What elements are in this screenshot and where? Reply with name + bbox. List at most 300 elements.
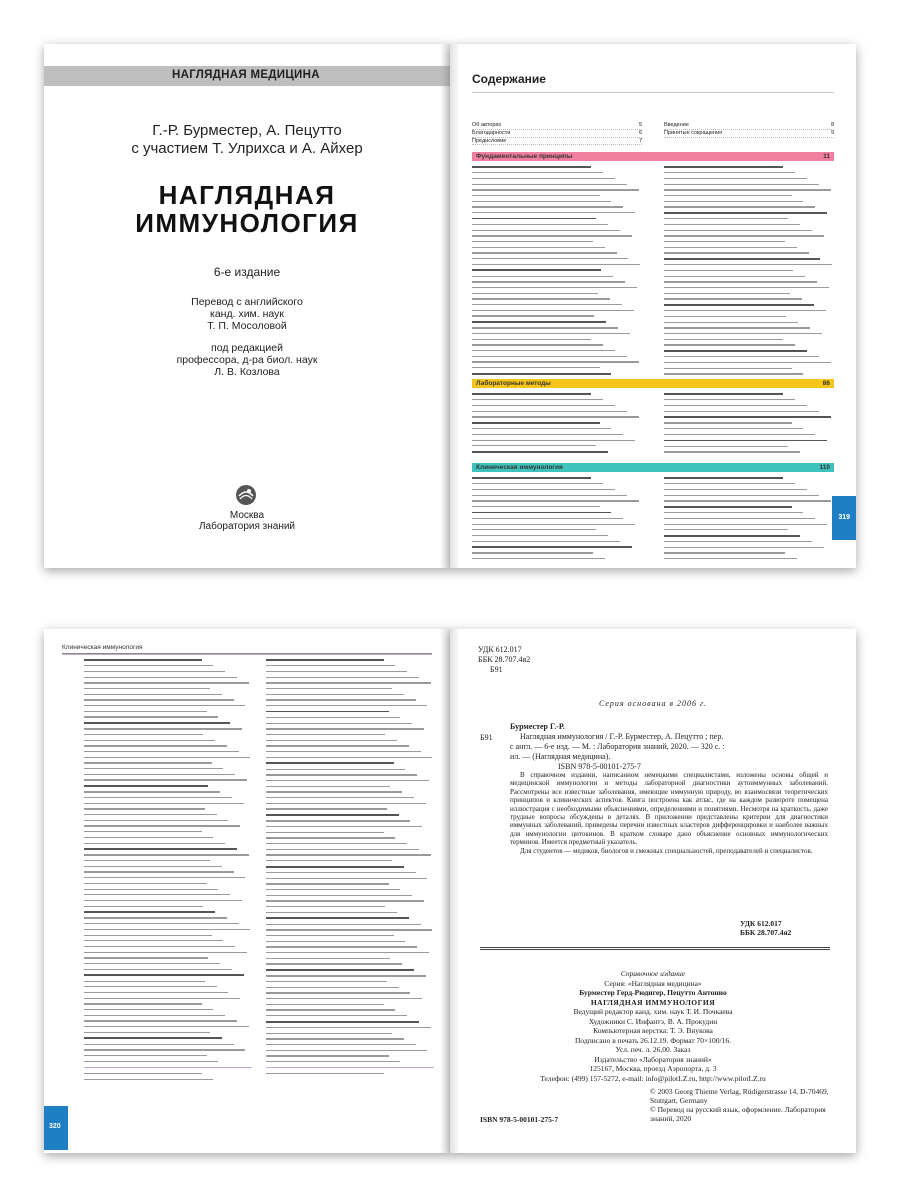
text-line [266,860,392,861]
text-line [266,711,389,713]
text-line [84,889,218,890]
editor-line-2: профессора, д-ра биол. наук [176,354,318,366]
text-line [84,831,202,832]
text-line [266,780,429,781]
text-line [664,298,802,299]
text-line [266,900,424,901]
text-line [472,350,615,351]
toc-entries-right-3 [664,477,834,564]
text-line [664,235,824,236]
text-line [266,757,432,758]
text-line [472,518,623,519]
text-line [266,854,431,855]
text-line [472,477,591,479]
text-line [472,287,637,288]
text-line [84,779,247,780]
text-line [266,803,426,804]
toc-entry: Об авторах 5 [472,122,642,128]
text-line [84,820,228,821]
text-line [266,963,402,964]
text-line [664,434,815,435]
toc-rule [472,92,834,93]
text-line [266,688,392,689]
toc-heading: Содержание [472,72,546,86]
text-line [266,912,397,913]
text-line [664,495,819,496]
editor-line-3: Л. В. Козлова [214,366,280,378]
udk-code-bottom: УДК 612.017 [740,919,782,928]
text-line [266,837,395,838]
gutter-shadow [440,629,450,1153]
text-line [266,740,397,741]
text-line [472,399,603,400]
text-line [84,866,222,867]
authors-line-1: Г.-Р. Бурместер, А. Пецутто [152,122,342,139]
text-line [266,958,390,959]
text-line [84,722,230,724]
catalog-entry [510,722,828,772]
text-line [266,786,390,787]
imprint-block [450,969,856,1083]
text-line [472,264,640,265]
text-line [472,416,639,417]
translation-line-3: Т. П. Мосоловой [207,320,287,332]
text-line [266,969,414,971]
text-line [664,189,831,190]
text-line [472,321,606,323]
text-line [266,671,407,672]
text-line [266,895,412,896]
text-line [84,1009,213,1010]
text-line [664,241,785,242]
text-line [664,373,803,374]
text-line [84,860,210,861]
text-line [266,699,416,700]
toc-page [450,44,856,568]
text-line [472,218,596,220]
text-line [266,665,395,666]
text-line [84,1079,213,1080]
text-line [266,808,387,809]
appendix-entries-left [84,1073,252,1084]
text-line [84,734,203,735]
text-line [84,825,240,826]
page-number: 319 [838,514,850,521]
text-line [84,1055,207,1056]
text-line [664,322,798,323]
text-line [472,189,639,190]
text-line [84,981,205,982]
text-line [472,558,605,559]
toc-front-right [664,122,834,138]
text-line [664,230,812,231]
text-line [266,762,394,764]
text-line [472,166,591,168]
text-line [266,1061,400,1062]
description-line-1: Наглядная иммунология / Г.-Р. Бурместер, А. Пецутто ; пер. [520,732,724,741]
text-line [266,849,419,850]
text-line [472,506,600,507]
series-name: НАГЛЯДНАЯ МЕДИЦИНА [172,69,320,81]
title-page [44,44,450,568]
text-line [84,957,208,958]
text-line [266,659,384,661]
text-line [472,269,601,271]
text-line [664,281,817,282]
author-code-left: Б91 [480,733,493,742]
text-line [472,440,635,441]
author-code: Б91 [490,665,503,674]
publisher-logo-icon [235,484,257,506]
text-line [84,785,208,787]
page-number: 320 [49,1123,61,1130]
text-line [84,940,223,941]
text-line [266,883,389,884]
text-line [84,745,227,746]
text-line [266,1033,392,1034]
text-line [84,1073,202,1074]
text-line [472,361,639,362]
running-head-rule-accent [62,654,432,655]
text-line [84,677,237,678]
text-line [266,797,414,798]
text-line [266,889,400,890]
copyright-line-1: © 2003 Georg Thieme Verlag, Rüdigerstrasse 14, D-70469, Stuttgart, Germany [650,1087,829,1105]
abstract-paragraph-2: Для студентов — медиков, биологов и смежных специальностей, преподавателей и специалистов. [520,846,813,855]
text-line [664,287,829,288]
text-line [472,224,608,225]
text-line [664,541,812,542]
text-line [84,808,205,809]
text-line [84,1015,225,1016]
text-line [472,201,611,202]
text-line [266,814,399,816]
text-line [664,172,795,173]
text-line [84,711,207,712]
text-line [84,974,244,976]
text-line [84,848,237,850]
text-line [664,350,807,352]
text-line [664,327,810,328]
text-line [664,339,783,340]
toc-entries-right-1 [664,166,834,379]
text-line [664,310,826,311]
text-line [664,252,809,253]
text-line [664,224,800,225]
text-line [664,489,807,490]
imprint-series: Серия: «Наглядная медицина» [604,978,702,988]
text-line [664,535,800,537]
text-line [472,310,634,311]
imprint-title: НАГЛЯДНАЯ ИММУНОЛОГИЯ [590,997,716,1007]
imprint-type: Справочное издание [620,969,686,978]
series-note: Серия основана в 2006 г. [598,699,708,708]
divider [480,947,830,948]
imprint-artists: Художники С. Инфантэ, В. А. Прокудин [588,1016,718,1026]
text-line [472,327,618,328]
text-line [84,740,215,741]
text-line [84,1026,249,1027]
series-bar [44,66,450,86]
text-line [664,356,819,357]
credits [44,296,450,378]
text-line [664,451,800,452]
text-line [266,866,404,868]
text-line [84,671,225,672]
text-line [266,682,431,683]
text-line [664,247,797,248]
toc-front-left [472,122,642,145]
text-line [266,1038,404,1039]
text-line [472,495,627,496]
text-line [472,434,623,435]
text-line [84,797,232,798]
text-line [472,298,610,299]
text-line [472,367,600,368]
isbn-bottom: ISBN 978-5-00101-275-7 [480,1115,559,1124]
text-line [472,546,632,548]
text-line [472,500,639,501]
text-line [664,524,827,525]
text-line [472,333,630,334]
imprint-editor: Ведущий редактор канд. хим. наук Т. И. Почкаева [573,1007,733,1016]
text-line [266,734,385,735]
text-line [472,489,615,490]
text-line [664,166,783,168]
text-line [84,843,225,844]
imprint-print: Подписано в печать 26.12.19. Формат 70×100/16. [575,1035,731,1045]
text-line [472,373,611,375]
text-line [664,184,819,185]
text-line [266,946,417,947]
text-line [84,1032,210,1033]
text-line [84,923,239,924]
imprint-address: 125167, Москва, проезд Аэропорта, д. 3 [589,1064,717,1073]
text-line [84,946,235,947]
text-line [472,247,605,248]
toc-section-lab-methods: Лабораторные методы 86 [472,379,834,388]
text-line [266,694,404,695]
text-line [266,975,426,976]
text-line [664,258,820,260]
text-line [84,963,220,964]
text-line [472,293,598,294]
text-line [664,405,807,406]
text-line [84,728,242,729]
text-line [472,451,608,453]
text-line [84,699,234,700]
text-line [84,1049,245,1050]
toc-entry: Предисловие 7 [472,137,642,144]
running-head: Клиническая иммунология [62,644,143,651]
imprint-page [450,629,856,1153]
authors-line-2: с участием Т. Улрихса и А. Айхер [131,140,363,157]
copyright-block [650,1087,840,1123]
text-line [266,941,405,942]
text-line [664,483,795,484]
toc-entry: Благодарности 6 [472,129,642,136]
text-line [472,535,608,536]
text-line [664,552,785,553]
text-line [472,195,600,196]
text-line [266,1021,419,1023]
text-line [266,826,422,827]
text-line [664,270,793,271]
text-line [84,688,210,689]
text-line [84,682,249,683]
text-line [266,843,407,844]
text-line [266,745,409,746]
abstract-paragraph-1: В справочном издании, написанном немецкими специалистами, изложены основы общей и медицинской иммунологии и методы лабораторной диагностики аутоиммунных заболеваний. Рассмотрены все известные заболевания, имеющие иммунную природу, во взаимосвязи теоретических принципов и клинических аспектов. Книга построена как атлас, где на каждом развороте помещена иллюстрация с необходимыми объяснениями, определениями и понятиями. Несмотря на краткость, даже трудные вопросы обсуждены в деталях. В приложении представлены критерии для диагностики иммунных заболеваний, приведены перечни известных кластеров дифференцировки и наиболее важных для иммунологии цитокинов. В кратком словаре дано объяснение основных иммунологических терминов. Имеется предметный указатель. [510,771,828,847]
editor-line-1: под редакцией [211,342,283,354]
text-line [664,206,815,207]
text-line [472,178,615,179]
text-line [266,1073,384,1074]
text-line [84,1020,237,1021]
text-line [84,751,239,752]
text-line [84,998,240,999]
text-line [664,201,803,202]
text-line [664,518,815,519]
book-title-line-1: НАГЛЯДНАЯ [158,180,336,210]
text-line [664,500,831,501]
book-title-line-2: ИММУНОЛОГИЯ [135,208,359,238]
authors [44,122,450,158]
imprint-phone: Телефон: (499) 157-5272, e-mail: info@pilotLZ.ru, http://www.pilotLZ.ru [540,1073,766,1083]
text-line [664,333,822,334]
text-line [266,1004,384,1005]
text-line [84,877,245,878]
translation-line-1: Перевод с английского [191,296,303,308]
toc-section-fundamental: Фундаментальные принципы 11 [472,152,834,161]
isbn-line: ISBN 978-5-00101-275-7 [558,762,641,771]
text-line [664,362,831,363]
bbk-code-bottom: ББК 28.707.4я2 [740,928,792,937]
text-line [266,1015,407,1016]
divider [480,949,830,950]
text-line [84,791,220,792]
text-line [472,428,611,429]
text-line [664,316,786,317]
text-line [664,293,790,294]
text-line [664,411,819,412]
toc-entries-left-2 [472,393,642,457]
text-line [84,757,250,758]
text-line [472,315,594,316]
text-line [664,446,788,447]
text-line [664,506,792,508]
text-line [664,416,831,418]
text-line [472,344,603,345]
classification-codes-bottom [740,919,791,937]
text-line [266,1009,395,1010]
text-line [84,871,234,872]
book-title [44,181,450,237]
text-line [472,356,627,357]
text-line [84,768,223,769]
text-line [266,935,394,936]
text-line [84,665,213,666]
text-line [266,917,409,919]
text-line [472,405,615,406]
text-line [84,929,250,930]
text-line [664,428,803,429]
text-line [472,172,603,173]
text-line [84,716,218,717]
copyright-line-2: © Перевод на русский язык, оформление. Лаборатория знаний, 2020 [650,1105,826,1123]
text-line [472,411,627,412]
text-line [472,552,593,553]
text-line [664,344,795,345]
text-line [84,1037,222,1039]
text-line [266,723,412,724]
text-line [84,1003,202,1004]
classification-codes [478,645,530,675]
description-line-2: с англ. — 6-е изд. — М. : Лаборатория знаний, 2020. — 320 с. : [510,742,725,751]
imprint-publisher: Издательство «Лаборатория знаний» [594,1054,712,1064]
text-line [266,728,424,729]
text-line [266,1044,416,1045]
text-line [472,512,611,514]
text-line [84,837,213,838]
text-line [664,393,783,395]
text-line [266,929,432,930]
text-line [84,694,222,695]
text-line [84,883,207,884]
text-line [664,477,783,479]
imprint-sheets: Усл. печ. л. 26,00. Заказ [615,1045,691,1054]
text-line [664,440,827,442]
text-line [84,705,245,706]
text-line [266,872,416,873]
text-line [266,992,410,993]
text-line [266,769,405,770]
text-line [472,529,596,530]
text-line [266,832,384,833]
text-line [84,894,230,895]
text-line [266,1027,431,1028]
text-line [664,512,803,513]
udk-code: УДК 612.017 [478,645,522,654]
text-line [266,751,421,752]
text-line [664,178,807,179]
toc-section-clinical: Клиническая иммунология 110 [472,463,834,472]
text-line [472,252,617,253]
abstract [510,771,828,855]
text-line [664,399,795,400]
text-line [84,969,232,970]
text-line [266,791,402,792]
text-line [472,230,620,231]
text-line [472,339,591,340]
text-line [664,422,792,423]
author-entry: Бурместер Г.-Р. [510,722,565,731]
toc-entries-right-2 [664,393,834,457]
text-line [472,422,600,424]
text-line [472,304,622,305]
appendix-entries-right [266,1073,434,1079]
text-line [84,935,212,936]
text-line [84,900,242,901]
index-entries-left [84,659,252,1066]
text-line [266,987,399,988]
text-line [84,992,228,993]
edition: 6-е издание [213,265,281,279]
toc-entry: Введение 8 [664,122,834,128]
text-line [472,445,596,446]
bbk-code: ББК 28.707.4я2 [478,655,531,664]
toc-entry: Принятые сокращения 9 [664,129,834,136]
